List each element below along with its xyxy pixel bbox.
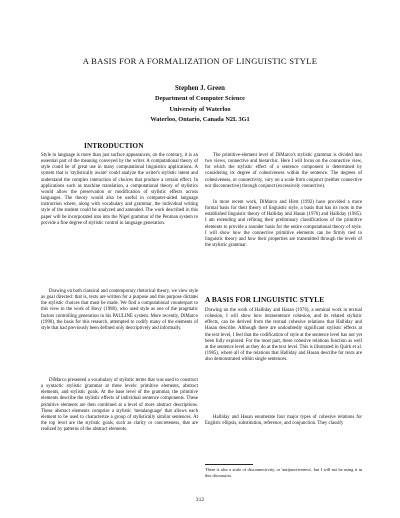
page-number: 312 [195, 497, 205, 503]
paper-title: A BASIS FOR A FORMALIZATION OF LINGUISTIC STYLE [82, 56, 318, 66]
author-department: Department of Computer Science [155, 95, 245, 103]
footnote: There is also a scale of disconnectivity, or 'antijunctiveness', but I will not be using it in this discussion. [205, 467, 362, 478]
basis-paragraph-2: Halliday and Hasan enumerate four major types of cohesive relations for English: ellipsis, substitution, reference, and conjunction. They classify [205, 415, 362, 427]
footnote-rule [205, 464, 253, 465]
intro-paragraph-5: In more recent work, DiMarco and Hirst (1992) have provided a more formal basis for their theory of linguistic style, a basis that has its roots in the established linguistic theory of Halliday and Hasan (1976) and Halliday (1985). I am extending and refining their preliminary classifications of the primitive elements to provide a sounder basis for the entire computational theory of style. I will show how the connective primitive elements can be firmly tied to linguistic theory and how their properties are transmitted through the levels of the stylistic grammar. [205, 200, 362, 249]
author-location: Waterloo, Ontario, Canada N2L 3G1 [150, 115, 250, 123]
intro-paragraph-4: The primitive-element level of DiMarco's stylistic grammar is divided into two views, connective and hierarchic. Here I will focus on the connective view, for which the stylistic effect of a sentence component is determined by considering its degree of cohesiveness within the sentence. The degrees of cohesiveness, or connectivity, vary on a scale from conjunct (neither connective nor disconnective) through conjunct (excessively connective). [205, 153, 362, 189]
basis-paragraph-1: Drawing on the work of Halliday and Hasan (1976), a seminal work in textual cohesion, I will show how intrasentence cohesion, and its related stylistic effects, can be derived from the textual cohesive relations that Halliday and Hasan describe. Although there are undoubtedly significant stylistic effects at the text level, I feel that the codification of style at the sentence level has not yet been fully explored. For the most part, these cohesive relations function as well at the sentence level as they do at the text level. This is illustrated in Quirk et al. (1985), where all of the relations that Halliday and Hasan describe for texts are also demonstrated within single sentences. [205, 308, 362, 363]
section-heading-introduction: INTRODUCTION [84, 141, 144, 150]
intro-paragraph-3: DiMarco presented a vocabulary of stylistic terms that was used to construct a syntactic stylistic grammar at three levels: primitive elements, abstract elements, and stylistic goals. At the base level of the grammar, the primitive elements describe the stylistic effects of individual sentence components. These primitive elements are then combined at a level of more abstract descriptions. These abstract elements comprise a stylistic 'metalanguage' that allows each element to be used to characterize a group of stylistically similar sentences. At the top level are the stylistic goals, such as clarity or concreteness, that are realized by patterns of the abstract elements. [41, 378, 198, 433]
author-block [0, 84, 400, 125]
author-name: Stephen J. Green [175, 85, 225, 92]
intro-paragraph-1: Style in language is more than just surface appearances, on the contrary, it is an essential part of the meaning conveyed by the writer. A computational theory of style could be of great use in many computational linguistics applications. A system that is 'stylistically aware' could analyze the writer's stylistic intent and understand the complex interaction of choices that produce a certain effect. In applications such as machine translation, a computational theory of stylistics would allow the preservation or modification of stylistic effects across languages. The theory would also be useful in computer-aided language instruction where, along with vocabulary and grammar, the individual writing style of the student could be analyzed and amended. The work described in this paper will be incorporated into into the Nigel grammar of the Penman system to provide a fine degree of stylistic control in language generation. [41, 153, 198, 226]
author-university: University of Waterloo [169, 105, 231, 113]
section-heading-basis: A BASIS FOR LINGUISTIC STYLE [205, 295, 325, 304]
intro-paragraph-2: Drawing on both classical and contemporary rhetorical theory, we view style as goal directed: that is, texts are written for a purpose and this purpose dictates the stylistic choices that must be made. We find a computational counterpart to this view in the work of Hovy (1988), who used style as one of the pragmatic factors controlling generation in his PAULINE system. More recently, DiMarco (1990), the basis for this research, attempted to codify many of the elements of style that had previously been defined only descriptively and informally. [41, 289, 198, 331]
